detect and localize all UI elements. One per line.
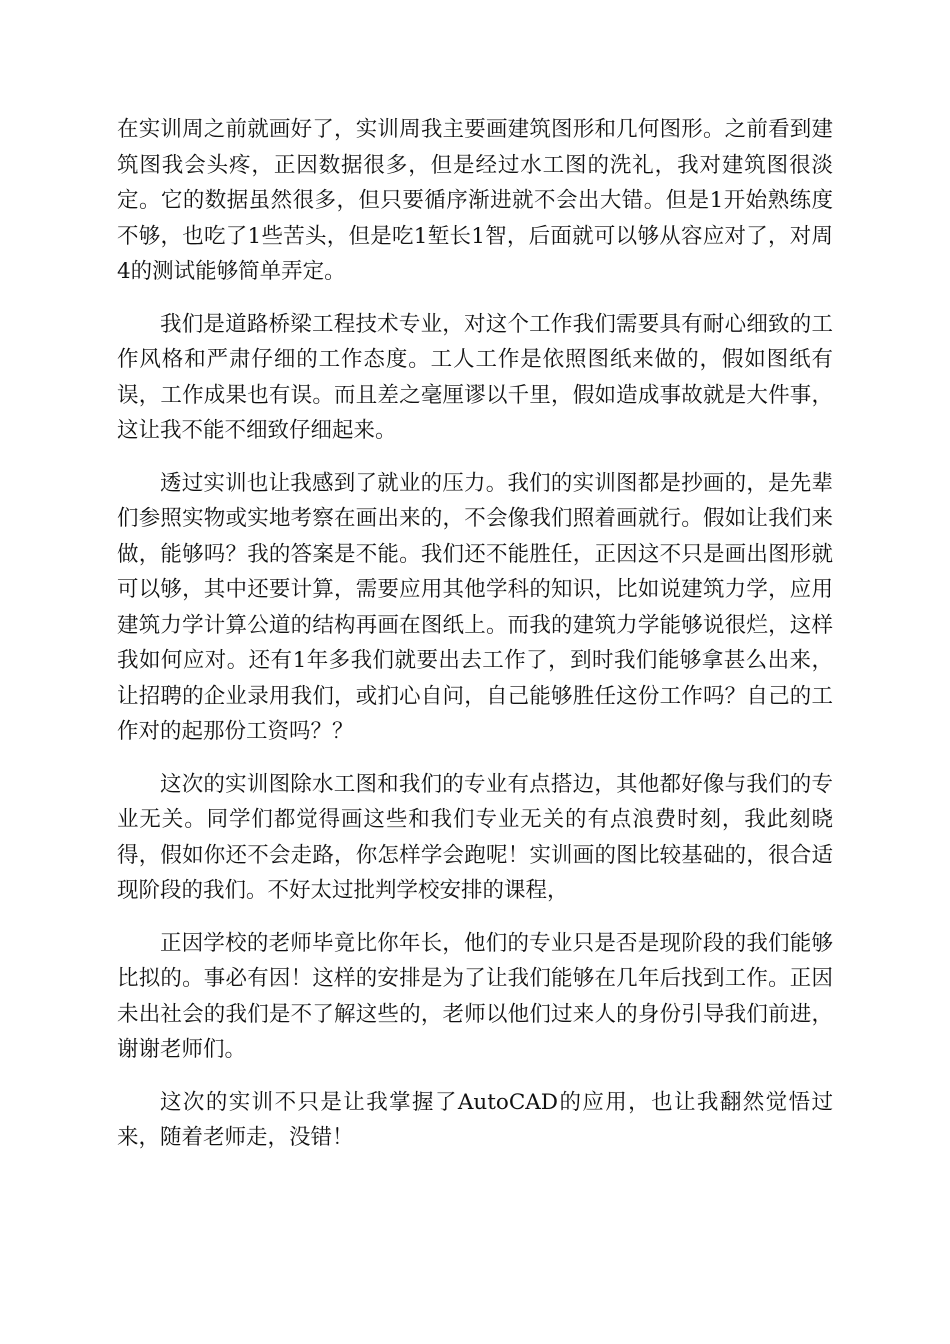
- paragraph-6: 这次的实训不只是让我掌握了AutoCAD的应用，也让我翻然觉悟过来，随着老师走，没错！: [117, 1089, 833, 1150]
- paragraph-1: 在实训周之前就画好了，实训周我主要画建筑图形和几何图形。之前看到建筑图我会头疼，正因数据很多，但是经过水工图的洗礼，我对建筑图很淡定。它的数据虽然很多，但只要循序渐进就不会出大错。但是1开始熟练度不够，也吃了1些苦头，但是吃1堑长1智，后面就可以够从容应对了，对周4的测试能够简单弄定。: [117, 117, 833, 284]
- paragraph-4: 这次的实训图除水工图和我们的专业有点搭边，其他都好像与我们的专业无关。同学们都觉得画这些和我们专业无关的有点浪费时刻，我此刻晓得，假如你还不会走路，你怎样学会跑呢！实训画的图比较基础的，很合适现阶段的我们。不好太过批判学校安排的课程，: [117, 771, 833, 903]
- paragraph-2: 我们是道路桥梁工程技术专业，对这个工作我们需要具有耐心细致的工作风格和严肃仔细的工作态度。工人工作是依照图纸来做的，假如图纸有误，工作成果也有误。而且差之毫厘谬以千里，假如造成事故就是大件事，这让我不能不细致仔细起来。: [117, 311, 833, 443]
- document-body: [117, 112, 833, 1173]
- paragraph-5: 正因学校的老师毕竟比你年长，他们的专业只是否是现阶段的我们能够比拟的。事必有因！这样的安排是为了让我们能够在几年后找到工作。正因未出社会的我们是不了解这些的，老师以他们过来人的身份引导我们前进，谢谢老师们。: [117, 930, 833, 1062]
- paragraph-3: 透过实训也让我感到了就业的压力。我们的实训图都是抄画的，是先辈们参照实物或实地考察在画出来的，不会像我们照着画就行。假如让我们来做，能够吗？我的答案是不能。我们还不能胜任，正因这不只是画出图形就可以够，其中还要计算，需要应用其他学科的知识，比如说建筑力学，应用建筑力学计算公道的结构再画在图纸上。而我的建筑力学能够说很烂，这样我如何应对。还有1年多我们就要出去工作了，到时我们能够拿甚么出来，让招聘的企业录用我们，或扪心自问，自己能够胜任这份工作吗？自己的工作对的起那份工资吗？？: [117, 470, 833, 744]
